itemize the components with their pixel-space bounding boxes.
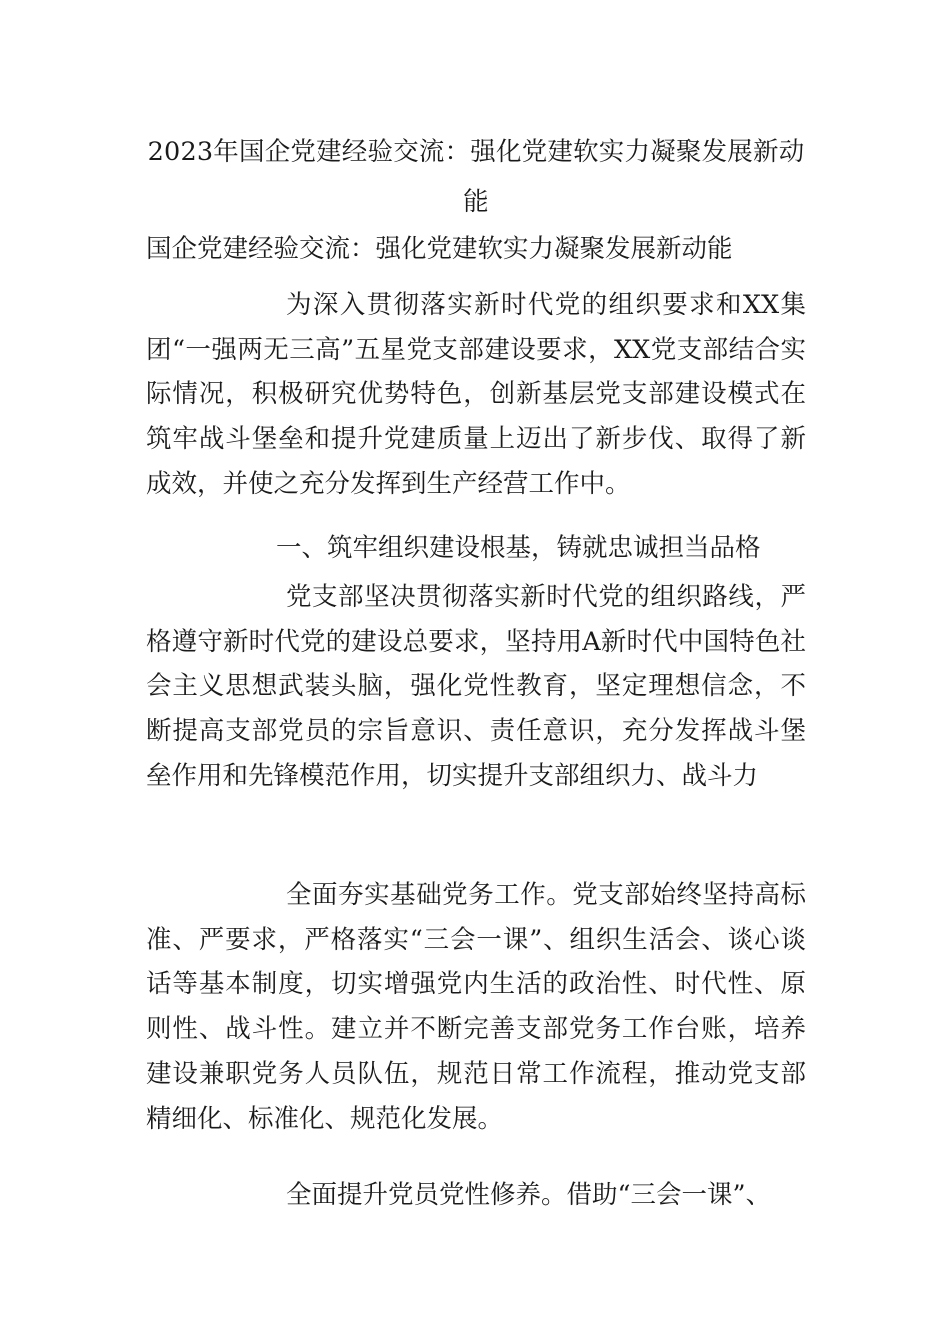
paragraph-party-spirit: 全面提升党员党性修养。借助“三会一课”、 — [286, 1180, 772, 1210]
paragraph-party-affairs: 全面夯实基础党务工作。党支部始终坚持高标准、严要求，严格落实“三会一课”、组织生活会、谈心谈话等基本制度，切实增强党内生活的政治性、时代性、原则性、战斗性。建立并不断完善支部党务工作台账，培养建设兼职党务人员队伍，规范日常工作流程，推动党支部精细化、标准化、规范化发展。 — [146, 880, 806, 1134]
document-subtitle: 国企党建经验交流：强化党建软实力凝聚发展新动能 — [146, 234, 733, 264]
paragraph-intro: 为深入贯彻落实新时代党的组织要求和XX集团“一强两无三高”五星党支部建设要求，XX党支部结合实际情况，积极研究优势特色，创新基层党支部建设模式在筑牢战斗堡垒和提升党建质量上迈出了新步伐、取得了新成效，并使之充分发挥到生产经营工作中。 — [146, 290, 806, 499]
section-heading-1: 一、筑牢组织建设根基，铸就忠诚担当品格 — [276, 533, 761, 563]
paragraph-organization: 党支部坚决贯彻落实新时代党的组织路线，严格遵守新时代党的建设总要求，坚持用A新时代中国特色社会主义思想武装头脑，强化党性教育，坚定理想信念，不断提高支部党员的宗旨意识、责任意识，充分发挥战斗堡垒作用和先锋模范作用，切实提升支部组织力、战斗力 — [146, 582, 806, 791]
document-title: 2023年国企党建经验交流：强化党建软实力凝聚发展新动能 — [147, 137, 805, 217]
